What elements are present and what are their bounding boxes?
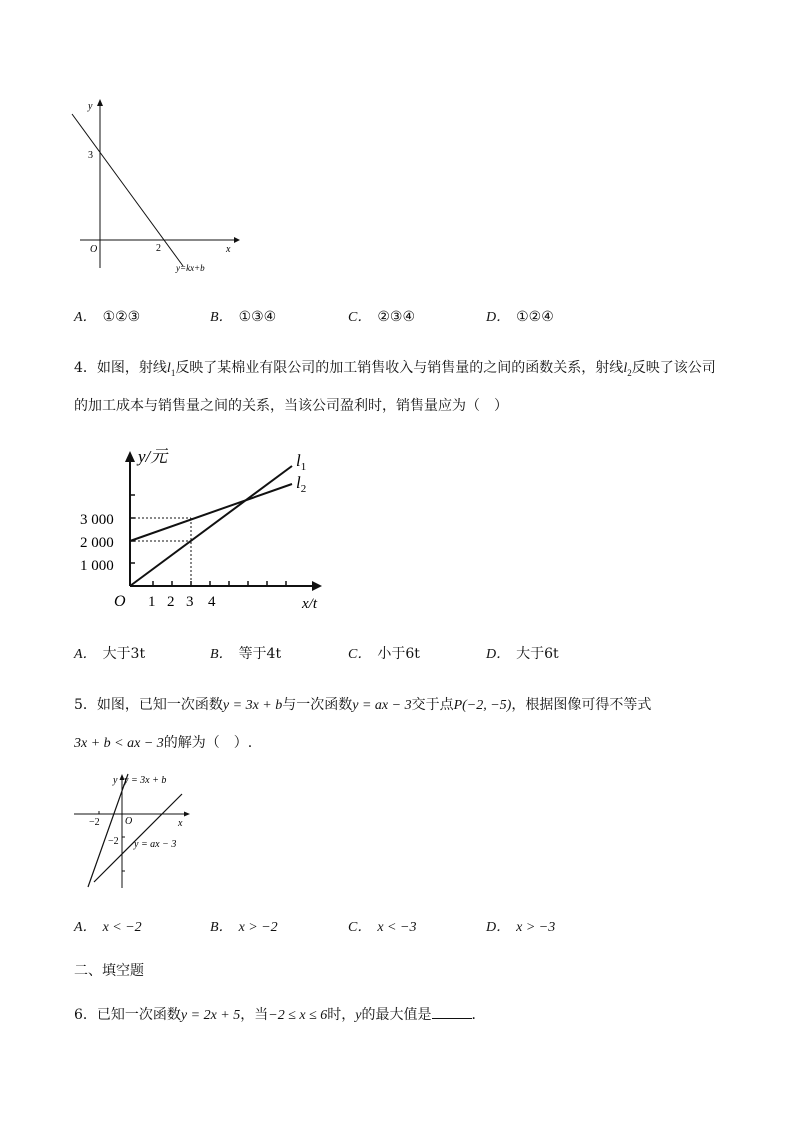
q4-text-line2: 的加工成本与销售量之间的关系，当该公司盈利时，销售量应为（ ） bbox=[74, 398, 508, 414]
q4-stem-line2 bbox=[74, 395, 508, 415]
q4-text-b: 反映了某棉业有限公司的加工销售收入与销售量的之间的函数关系，射线 bbox=[175, 360, 624, 376]
q5-x-label: x bbox=[178, 818, 183, 829]
q4-y-arrow bbox=[125, 451, 135, 462]
q6-stem bbox=[74, 1004, 486, 1024]
q5-option-c-letter: C． bbox=[348, 920, 372, 935]
q5-option-b-text: x > −2 bbox=[238, 920, 278, 935]
q5-stem-line1 bbox=[74, 694, 651, 714]
q5-text-3: 交于点 bbox=[411, 697, 454, 713]
q3-option-d-text: ①②④ bbox=[516, 309, 554, 325]
q4-option-b[interactable] bbox=[210, 643, 281, 663]
q4-option-b-letter: B． bbox=[210, 647, 233, 662]
q4-origin: O bbox=[114, 593, 126, 610]
q5-option-c-text: x < −3 bbox=[377, 920, 417, 935]
q4-ytick-label-1000: 1 000 bbox=[80, 558, 114, 574]
q4-text-c: 反映了该公司 bbox=[631, 360, 716, 376]
q4-stem-line1 bbox=[74, 357, 716, 378]
q5-ytick-label-neg2: −2 bbox=[108, 836, 119, 847]
q4-l1-symbol: l bbox=[166, 361, 171, 376]
q4-xtick-label-1: 1 bbox=[148, 594, 156, 610]
q6-text-5: ． bbox=[471, 1007, 486, 1023]
q5-point: P(−2, −5) bbox=[453, 698, 512, 713]
q3-x-label: x bbox=[226, 244, 231, 255]
q6-number: 6． bbox=[74, 1007, 97, 1023]
q4-graph bbox=[76, 446, 336, 614]
q4-option-d[interactable] bbox=[486, 643, 559, 663]
q3-y-label: y bbox=[88, 101, 93, 112]
q4-option-a[interactable] bbox=[74, 643, 145, 663]
q3-option-a-text: ①②③ bbox=[102, 309, 141, 325]
q5-y-label: y bbox=[113, 775, 118, 786]
q3-option-c-letter: C． bbox=[348, 310, 372, 325]
q4-option-d-letter: D． bbox=[486, 647, 511, 662]
q4-option-c-text: 小于6t bbox=[377, 646, 420, 662]
q5-origin: O bbox=[125, 816, 133, 827]
q5-function-1: y = 3x + b bbox=[222, 698, 283, 713]
q4-x-arrow bbox=[312, 581, 322, 591]
q3-y-arrow bbox=[97, 99, 103, 106]
q4-y-label: y/元 bbox=[138, 447, 168, 466]
q5-xtick-label-neg2: −2 bbox=[89, 817, 100, 828]
q5-text-4: ，根据图像可得不等式 bbox=[511, 697, 652, 713]
q4-text-a: 如图，射线 bbox=[96, 360, 167, 376]
q6-var: y bbox=[355, 1008, 362, 1023]
q5-text-5: 的解为（ ）. bbox=[163, 735, 253, 751]
q3-line bbox=[72, 114, 183, 266]
q3-x-intercept: 2 bbox=[156, 243, 161, 254]
q4-ytick-label-3000: 3 000 bbox=[80, 512, 114, 528]
q3-option-b[interactable] bbox=[210, 306, 276, 326]
q5-function-2: y = ax − 3 bbox=[352, 698, 412, 713]
q3-option-b-text: ①③④ bbox=[238, 309, 277, 325]
q4-l1-subscript: 1 bbox=[170, 367, 176, 378]
q4-option-a-text: 大于3t bbox=[102, 646, 146, 662]
q5-x-arrow bbox=[184, 812, 190, 817]
q6-answer-blank[interactable] bbox=[432, 1006, 472, 1019]
q5-label-line1: y = 3x + b bbox=[124, 775, 167, 786]
q6-text-1: 已知一次函数 bbox=[96, 1007, 181, 1023]
q5-option-d[interactable] bbox=[486, 916, 555, 936]
q5-label-line2: y = ax − 3 bbox=[134, 839, 177, 850]
q3-line-label: y=kx+b bbox=[176, 263, 205, 273]
q6-function: y = 2x + 5 bbox=[180, 1008, 241, 1023]
q4-number: 4． bbox=[74, 360, 97, 376]
q6-text-3: 时， bbox=[327, 1007, 356, 1023]
q4-label-l1: $l_1$ bbox=[296, 451, 307, 473]
section-title-fill-in bbox=[74, 960, 144, 980]
q4-ray-l1 bbox=[130, 466, 292, 586]
q4-option-b-text: 等于4t bbox=[238, 646, 282, 662]
q5-number: 5． bbox=[74, 697, 97, 713]
q4-x-label: x/t bbox=[302, 596, 317, 612]
q4-option-c[interactable] bbox=[348, 643, 420, 663]
q3-option-b-letter: B． bbox=[210, 310, 233, 325]
q6-text-4: 的最大值是 bbox=[361, 1007, 432, 1023]
q5-option-d-text: x > −3 bbox=[516, 920, 556, 935]
q5-stem-line2 bbox=[74, 732, 252, 752]
q3-x-arrow bbox=[234, 237, 240, 243]
q5-text-2: 与一次函数 bbox=[282, 697, 353, 713]
q6-text-2: ，当 bbox=[240, 1007, 269, 1023]
q3-option-c-text: ②③④ bbox=[377, 309, 415, 325]
q5-option-a[interactable] bbox=[74, 916, 142, 936]
q4-l2-symbol: l bbox=[623, 361, 628, 376]
q5-inequality: 3x + b < ax − 3 bbox=[74, 736, 164, 751]
q5-option-b[interactable] bbox=[210, 916, 278, 936]
q5-text-1: 如图，已知一次函数 bbox=[96, 697, 223, 713]
q4-ray-l2 bbox=[130, 484, 292, 541]
q3-graph bbox=[66, 96, 246, 281]
q3-option-d[interactable] bbox=[486, 306, 554, 326]
q5-option-b-letter: B． bbox=[210, 920, 233, 935]
section2-title: 二、填空题 bbox=[74, 963, 144, 979]
q5-option-d-letter: D． bbox=[486, 920, 511, 935]
q5-graph bbox=[70, 770, 210, 892]
q3-origin: O bbox=[90, 244, 98, 255]
q3-option-a-letter: A． bbox=[74, 310, 97, 325]
q4-label-l2: $l_2$ bbox=[296, 473, 307, 495]
q3-y-intercept: 3 bbox=[88, 150, 93, 161]
q4-l2-subscript: 2 bbox=[627, 367, 632, 378]
q4-xtick-label-3: 3 bbox=[186, 594, 194, 610]
q3-option-c[interactable] bbox=[348, 306, 415, 326]
q4-xtick-label-2: 2 bbox=[167, 594, 175, 610]
q3-option-a[interactable] bbox=[74, 306, 140, 326]
q4-option-c-letter: C． bbox=[348, 647, 372, 662]
q4-xtick-label-4: 4 bbox=[208, 594, 216, 610]
q5-option-c[interactable] bbox=[348, 916, 416, 936]
q4-option-a-letter: A． bbox=[74, 647, 97, 662]
q4-option-d-text: 大于6t bbox=[516, 646, 559, 662]
q5-option-a-letter: A． bbox=[74, 920, 97, 935]
q4-ytick-label-2000: 2 000 bbox=[80, 535, 114, 551]
q3-option-d-letter: D． bbox=[486, 310, 511, 325]
q5-option-a-text: x < −2 bbox=[102, 920, 142, 935]
q6-range: −2 ≤ x ≤ 6 bbox=[268, 1008, 328, 1023]
